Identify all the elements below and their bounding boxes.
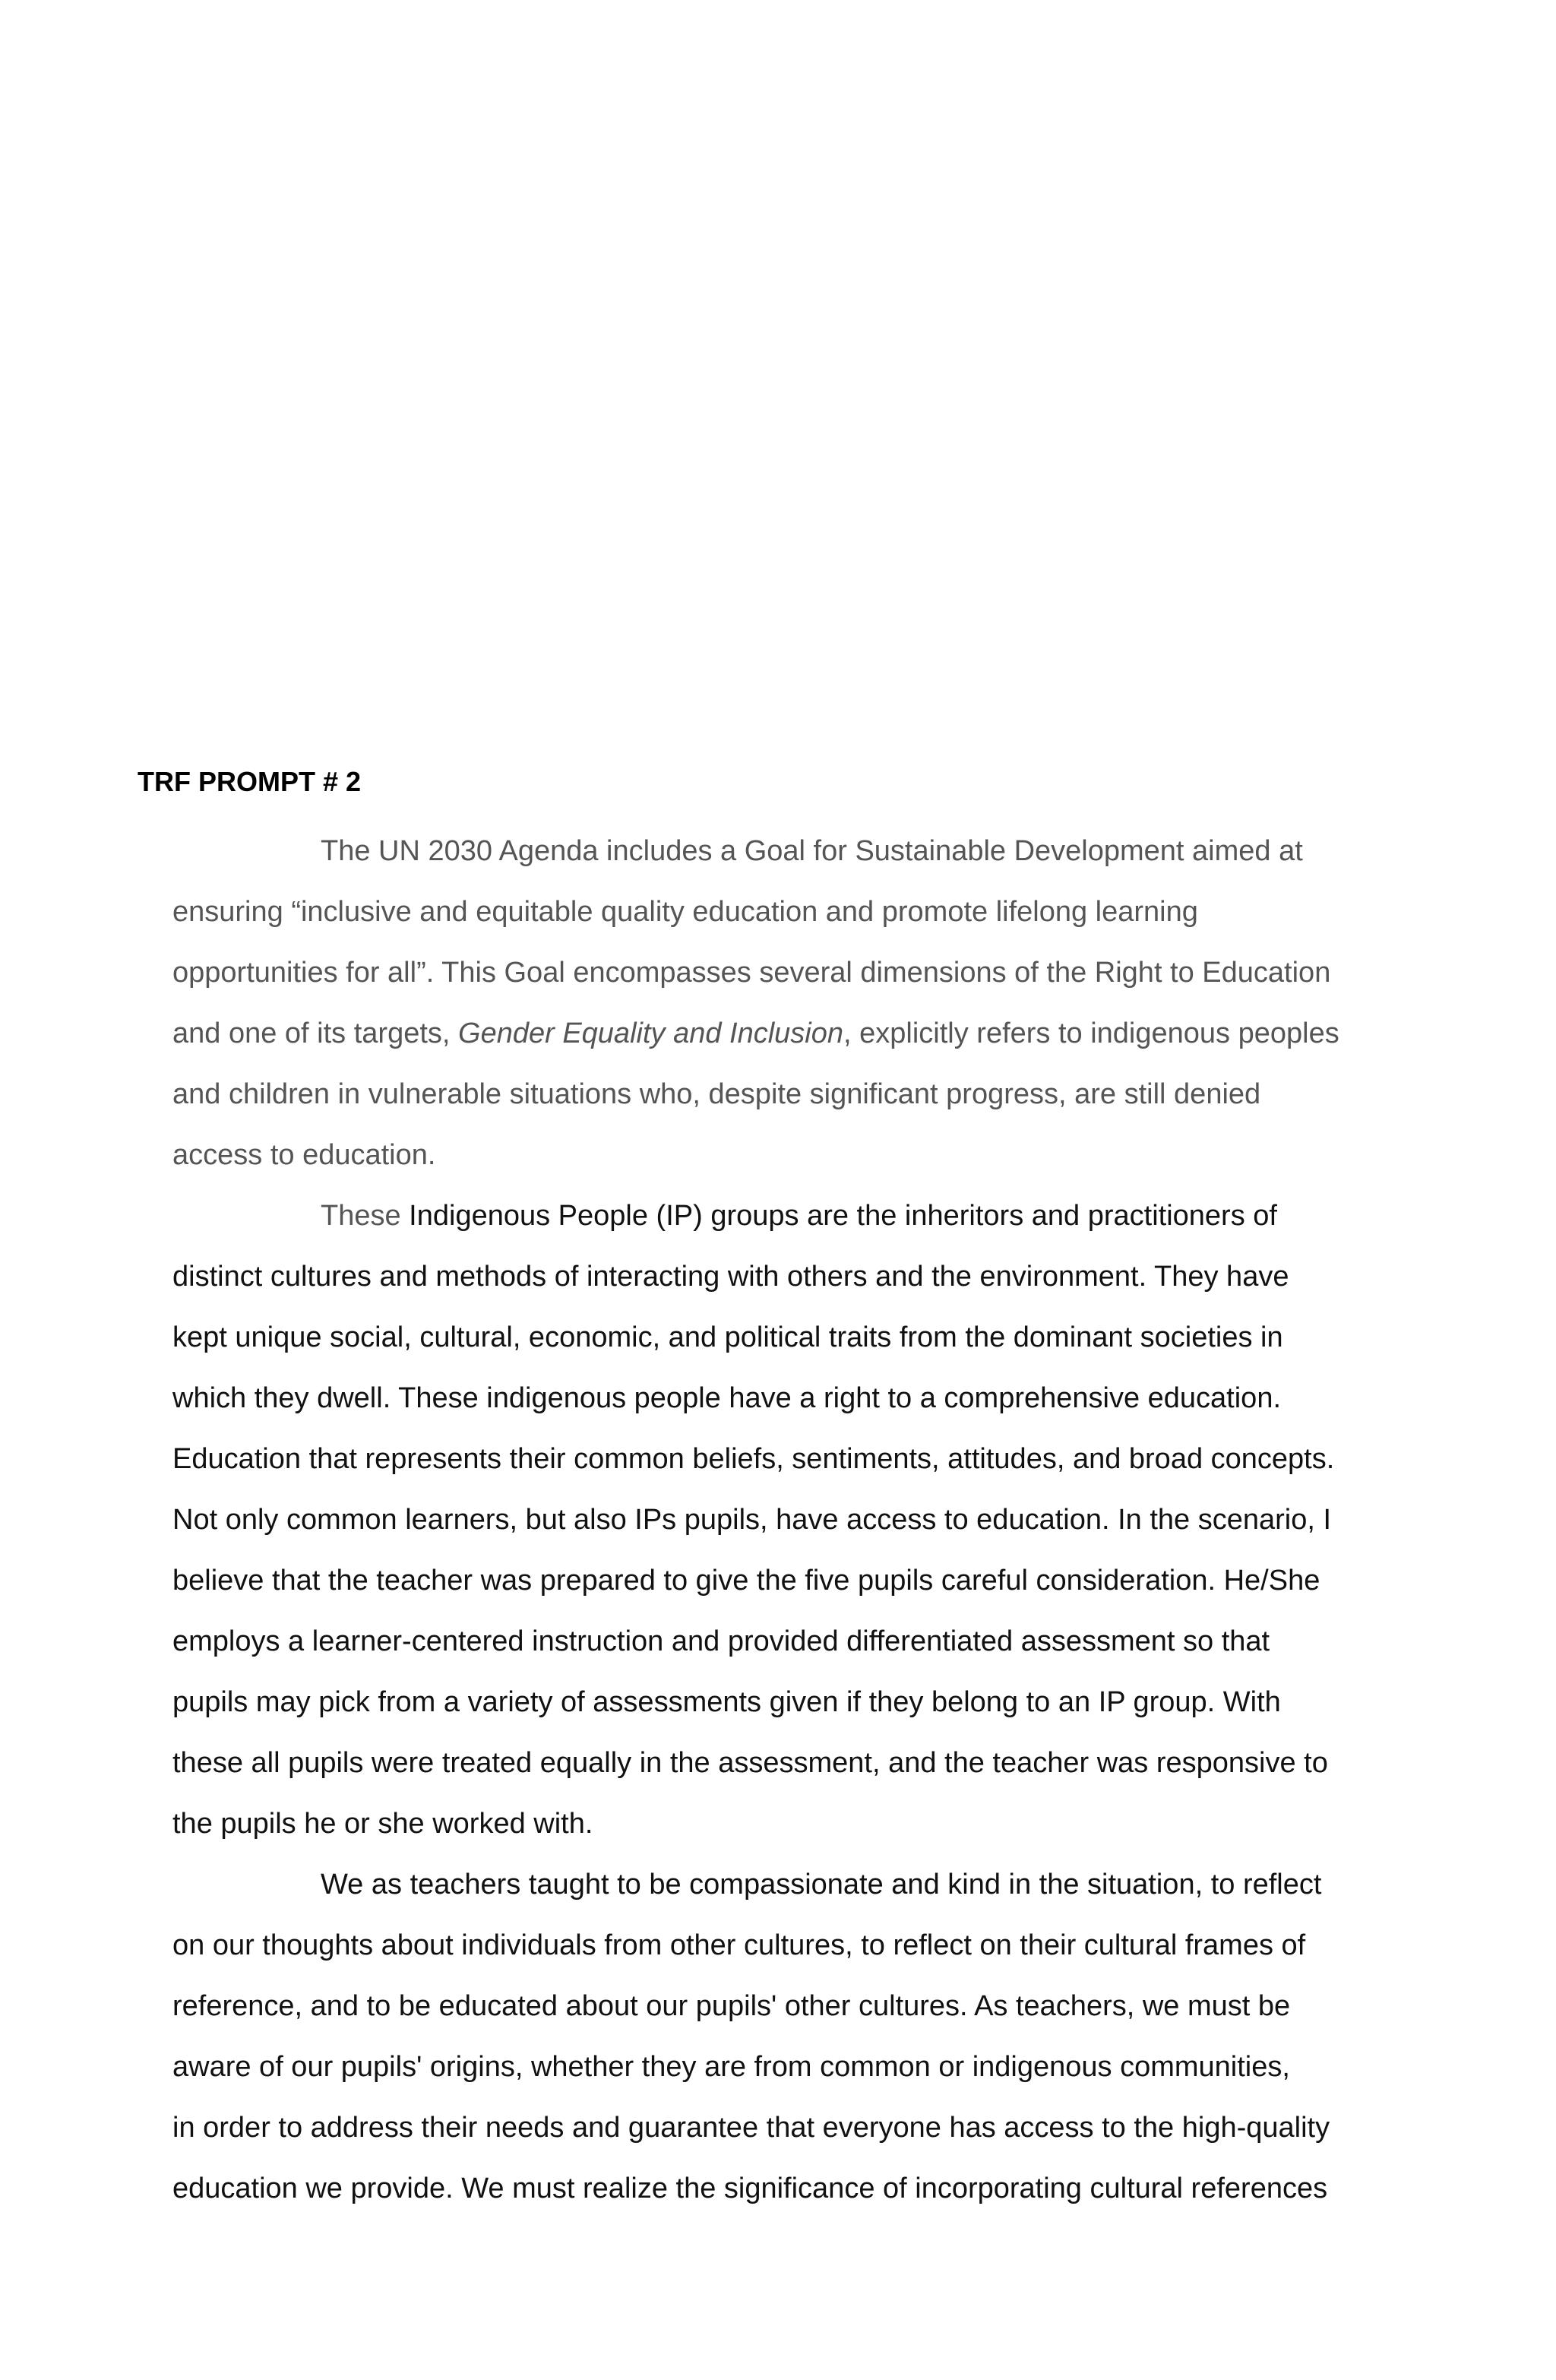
paragraph-line: ensuring “inclusive and equitable quality education and promote lifelong learning	[172, 896, 1198, 928]
paragraph-line: in order to address their needs and guarantee that everyone has access to the high-quality	[172, 2112, 1330, 2144]
paragraph-line: these all pupils were treated equally in the assessment, and the teacher was responsive to	[172, 1747, 1328, 1779]
paragraph-line: kept unique social, cultural, economic, and political traits from the dominant societies in	[172, 1321, 1283, 1353]
text-run: Indigenous People (IP) groups are the inheritors and practitioners of	[409, 1200, 1277, 1232]
text-run: These	[321, 1200, 410, 1232]
paragraph-line	[321, 1198, 1277, 1234]
paragraph-line: Not only common learners, but also IPs pupils, have access to education. In the scenario, I	[172, 1504, 1332, 1536]
paragraph-line: believe that the teacher was prepared to give the five pupils careful consideration. He/She	[172, 1565, 1320, 1597]
paragraph-line: The UN 2030 Agenda includes a Goal for Sustainable Development aimed at	[321, 835, 1303, 867]
paragraph-line: on our thoughts about individuals from other cultures, to reflect on their cultural frames of	[172, 1929, 1306, 1961]
paragraph-line: access to education.	[172, 1139, 436, 1171]
paragraph-line: aware of our pupils' origins, whether they are from common or indigenous communities,	[172, 2051, 1290, 2083]
paragraph-line: distinct cultures and methods of interacting with others and the environment. They have	[172, 1261, 1289, 1293]
paragraph-line: the pupils he or she worked with.	[172, 1808, 593, 1840]
text-run: and one of its targets,	[172, 1018, 459, 1049]
paragraph-line	[172, 1015, 1339, 1052]
paragraph-line: employs a learner-centered instruction and provided differentiated assessment so that	[172, 1625, 1270, 1657]
document-heading: TRF PROMPT # 2	[138, 766, 362, 797]
paragraph-line: and children in vulnerable situations who, despite significant progress, are still denied	[172, 1078, 1261, 1110]
paragraph-line: We as teachers taught to be compassionate and kind in the situation, to reflect	[321, 1869, 1322, 1901]
paragraph-line: Education that represents their common beliefs, sentiments, attitudes, and broad concepts.	[172, 1443, 1335, 1475]
emphasized-text: Gender Equality and Inclusion	[458, 1018, 844, 1049]
paragraph-line: opportunities for all”. This Goal encompasses several dimensions of the Right to Education	[172, 957, 1331, 989]
paragraph-line: which they dwell. These indigenous people have a right to a comprehensive education.	[172, 1382, 1282, 1414]
text-run: , explicitly refers to indigenous peoples	[843, 1018, 1339, 1049]
paragraph-line: education we provide. We must realize the significance of incorporating cultural references	[172, 2173, 1328, 2204]
paragraph-line: pupils may pick from a variety of assessments given if they belong to an IP group. With	[172, 1686, 1281, 1718]
paragraph-line: reference, and to be educated about our pupils' other cultures. As teachers, we must be	[172, 1990, 1291, 2022]
